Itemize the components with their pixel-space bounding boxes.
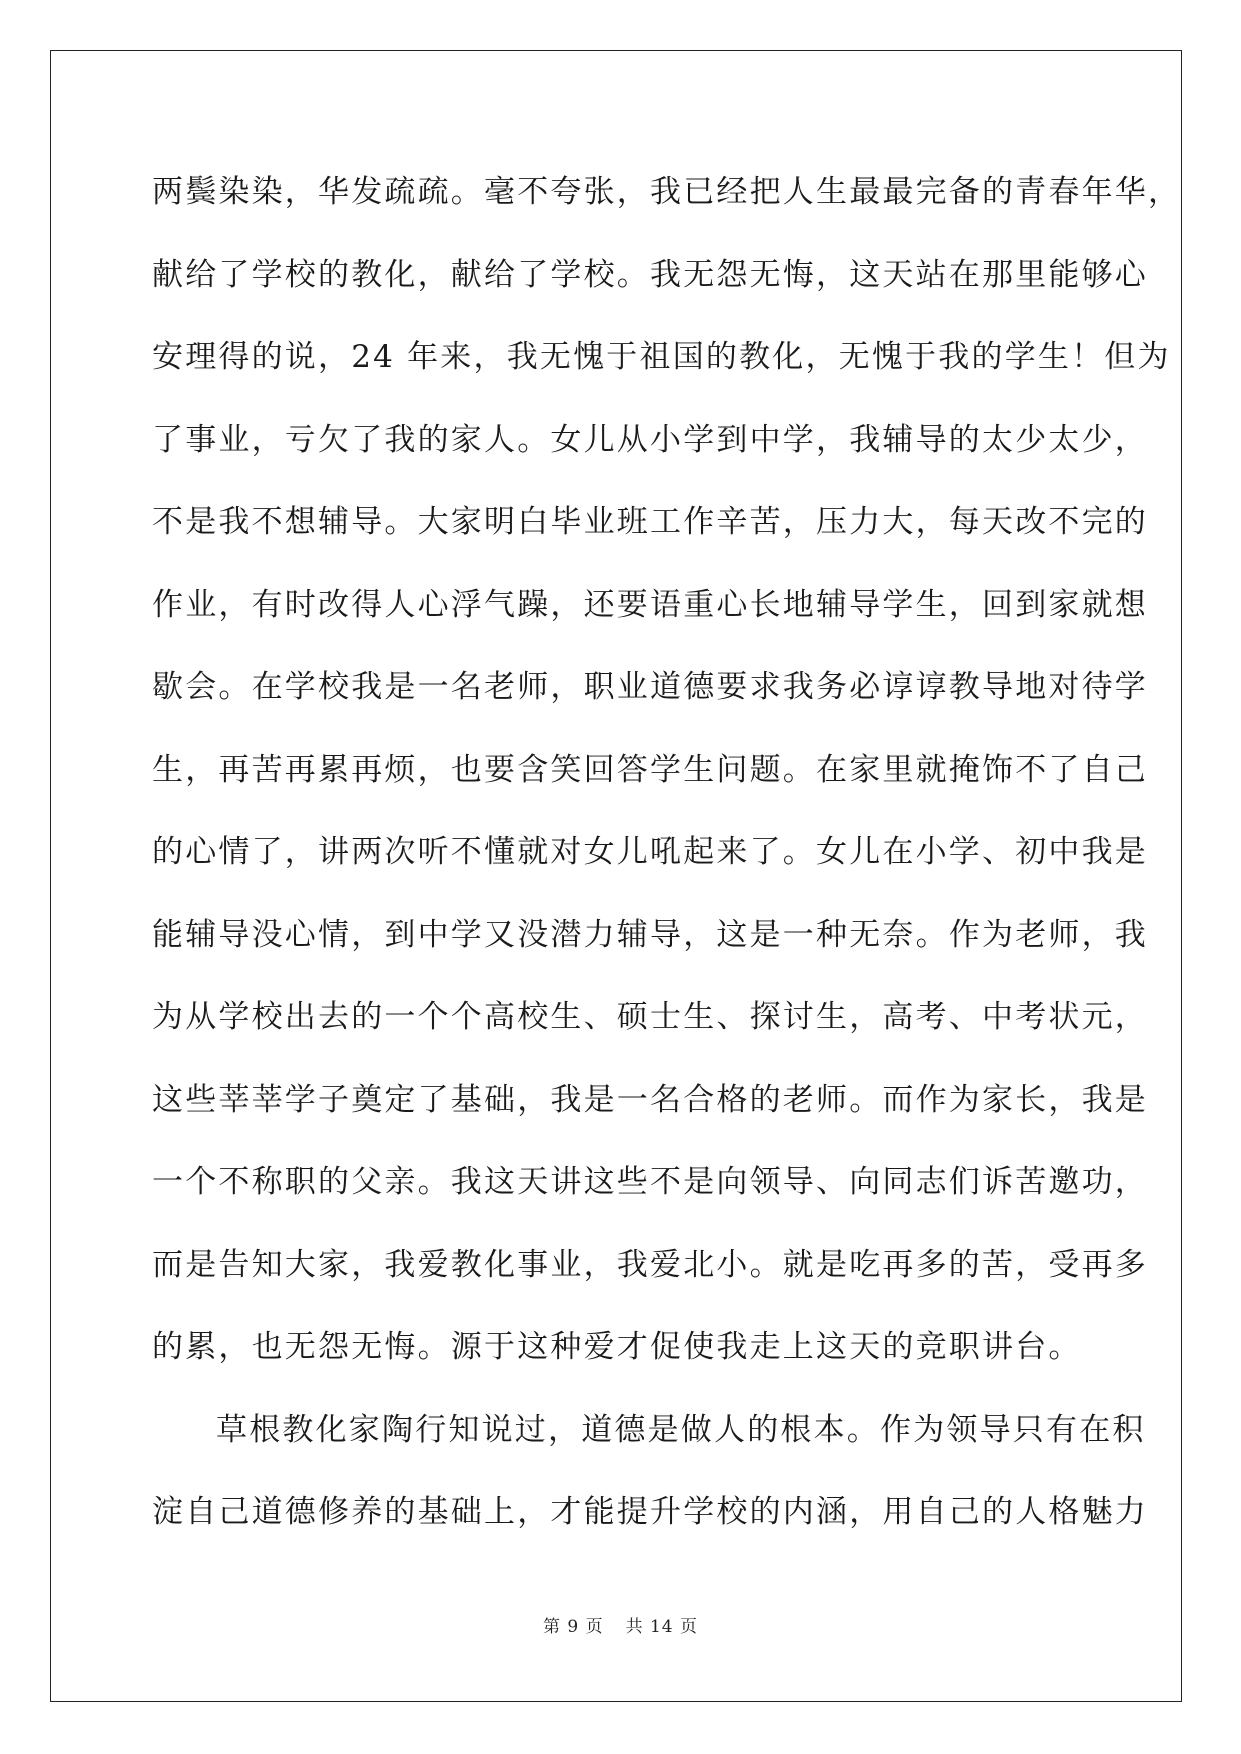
text-line: 的心情了，讲两次听不懂就对女儿吼起来了。女儿在小学、初中我是 [152, 834, 1148, 870]
text-line: 一个不称职的父亲。我这天讲这些不是向领导、向同志们诉苦邀功， [152, 1164, 1148, 1200]
paragraph-first-line: 草根教化家陶行知说过，道德是做人的根本。作为领导只有在积 [216, 1411, 1146, 1448]
text-line: 作业，有时改得人心浮气躁，还要语重心长地辅导学生，回到家就想 [152, 586, 1148, 623]
page-footer [0, 1612, 1241, 1637]
text-line: 安理得的说，24 年来，我无愧于祖国的教化，无愧于我的学生！但为 [152, 339, 1171, 375]
text-line: 淀自己道德修养的基础上，才能提升学校的内涵，用自己的人格魅力 [152, 1494, 1148, 1530]
text-line: 能辅导没心情，到中学又没潜力辅导，这是一种无奈。作为老师，我 [152, 916, 1148, 953]
text-line: 的累，也无怨无悔。源于这种爱才促使我走上这天的竞职讲台。 [152, 1329, 1082, 1365]
page-total: 共 14 页 [625, 1617, 699, 1637]
document-body [152, 162, 1182, 1565]
text-line: 生，再苦再累再烦，也要含笑回答学生问题。在家里就掩饰不了自己 [152, 751, 1148, 788]
text-line: 两鬓染染，华发疏疏。毫不夸张，我已经把人生最最完备的青春年华， [152, 174, 1182, 210]
text-line: 不是我不想辅导。大家明白毕业班工作辛苦，压力大，每天改不完的 [152, 504, 1148, 540]
page-number: 第 9 页 [542, 1617, 604, 1637]
text-line: 为从学校出去的一个个高校生、硕士生、探讨生，高考、中考状元， [152, 999, 1148, 1035]
text-line: 歇会。在学校我是一名老师，职业道德要求我务必谆谆教导地对待学 [152, 669, 1148, 705]
text-line: 献给了学校的教化，献给了学校。我无怨无悔，这天站在那里能够心 [152, 256, 1148, 293]
text-line: 而是告知大家，我爱教化事业，我爱北小。就是吃再多的苦，受再多 [152, 1246, 1148, 1283]
text-line: 了事业，亏欠了我的家人。女儿从小学到中学，我辅导的太少太少， [152, 421, 1148, 458]
text-line: 这些莘莘学子奠定了基础，我是一名合格的老师。而作为家长，我是 [152, 1081, 1148, 1118]
